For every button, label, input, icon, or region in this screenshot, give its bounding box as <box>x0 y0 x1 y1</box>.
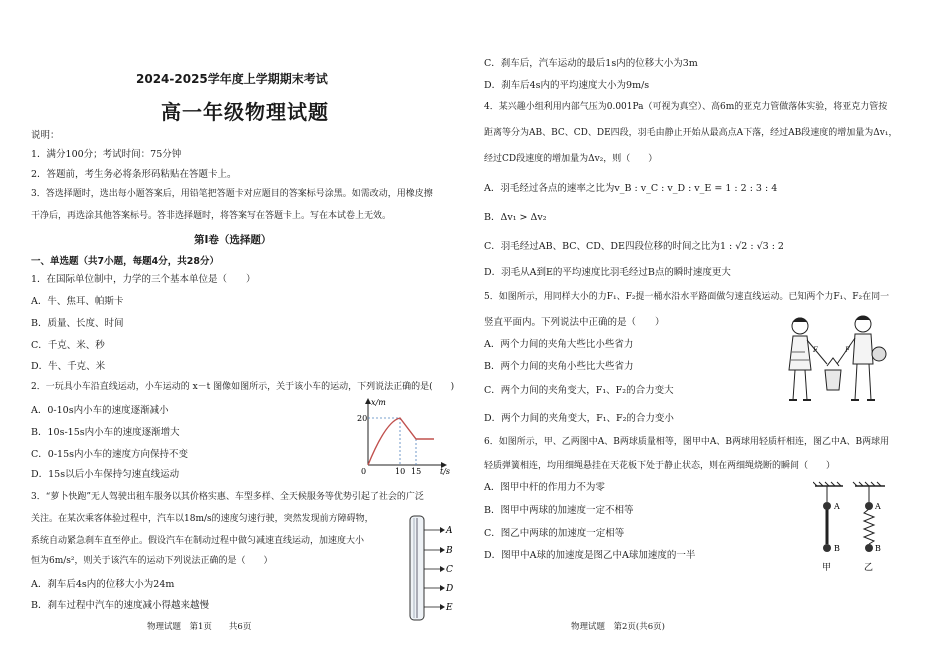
question-3-line: 关注。在某次乘客体验过程中，汽车以18m/s的速度匀速行驶，突然发现前方障碍物， <box>31 514 374 524</box>
question-6-option-b: B．图甲中两球的加速度一定不相等 <box>484 505 634 516</box>
note-line: 3．答选择题时，选出每小题答案后，用铅笔把答题卡对应题目的答案标号涂黑。如需改动，用橡皮擦 <box>31 189 433 199</box>
question-5-option-d: D．两个力间的夹角变大，F₁、F₂的合力变小 <box>484 413 674 424</box>
y-tick-20: 20 <box>357 414 368 423</box>
svg-text:F: F <box>813 346 818 354</box>
question-1-option-a: A．牛、焦耳、帕斯卡 <box>31 296 124 307</box>
question-4-line: 距离等分为AB、BC、CD、DE四段，羽毛由静止开始从最高点A下落，经过AB段速度的增加量为Δv₁， <box>484 128 898 138</box>
question-5-option-a: A．两个力间的夹角大些比小些省力 <box>484 339 634 350</box>
question-2-option-d: D．15s以后小车保持匀速直线运动 <box>31 469 180 480</box>
ball-suspension-figure <box>813 478 893 578</box>
question-4-line: 经过CD段速度的增加量为Δv₂，则（ ） <box>484 154 658 164</box>
yi-label-a: A <box>875 502 881 511</box>
question-6-option-d: D．图甲中A球的加速度是图乙中A球加速度的一半 <box>484 550 696 561</box>
tube-label-d: D <box>446 584 454 594</box>
page-2-footer: 物理试题 第2页(共6页) <box>571 622 665 632</box>
question-1-stem: 1．在国际单位制中，力学的三个基本单位是（ ） <box>31 274 256 285</box>
origin-label: 0 <box>361 467 367 475</box>
notes-heading: 说明： <box>31 130 60 141</box>
question-6-option-c: C．图乙中两球的加速度一定相等 <box>484 528 625 539</box>
section-title: 一、单选题（共7小题，每题4分，共28分） <box>31 256 219 267</box>
x-tick-10: 10 <box>395 467 406 475</box>
note-line: 干净后，再选涂其他答案标号。答非选择题时，将答案写在答题卡上。写在本试卷上无效。 <box>31 211 392 221</box>
question-4-line: 4．某兴趣小组利用内部气压为0.001Pa（可视为真空）、高6m的亚克力管做落体实验，将亚克力管按 <box>484 102 888 112</box>
x-axis-label: t/s <box>440 467 451 475</box>
jia-ball-b <box>823 544 831 552</box>
acrylic-tube-figure <box>400 512 460 624</box>
question-2-option-c: C．0-15s内小车的速度方向保持不变 <box>31 449 188 460</box>
question-3-line: 恒为6m/s²，则关于该汽车的运动下列说法正确的是（ ） <box>31 556 273 566</box>
question-5-line: 5．如图所示，用同样大小的力F₁、F₂提一桶水沿水平路面做匀速直线运动。已知两个力F₁、F₂在同一 <box>484 292 890 302</box>
exam-year-title: 2024-2025学年度上学期期末考试 <box>136 72 328 86</box>
question-3-option-b: B．刹车过程中汽车的速度减小得越来越慢 <box>31 600 209 611</box>
x-tick-15: 15 <box>411 467 422 475</box>
note-line: 2．答题前，考生务必将条形码粘贴在答题卡上。 <box>31 169 237 180</box>
main-title: 高一年级物理试题 <box>161 100 329 124</box>
question-3-option-a: A．刹车后4s内的位移大小为24m <box>31 579 175 590</box>
question-6-line: 6．如图所示，甲、乙两图中A、B两球质量相等，图甲中A、B两球用轻质杆相连，图乙中A、B两球用 <box>484 437 890 447</box>
question-3-option-d: D．刹车后4s内的平均速度大小为9m/s <box>484 80 650 91</box>
question-1-option-c: C．千克、米、秒 <box>31 340 105 351</box>
yi-label-b: B <box>875 544 881 553</box>
svg-text:F: F <box>845 346 850 354</box>
jia-label-a: A <box>834 502 840 511</box>
question-4-option-d: D．羽毛从A到E的平均速度比羽毛经过B点的瞬时速度更大 <box>484 267 731 278</box>
jia-caption: 甲 <box>822 563 832 573</box>
question-2-stem: 2．一玩具小车沿直线运动，小车运动的 x－t 图像如图所示，关于该小车的运动，下列说法正确的是( ) <box>31 382 455 392</box>
volume-title: 第Ⅰ卷（选择题） <box>194 234 272 246</box>
question-5-line: 竖直平面内。下列说法中正确的是（ ） <box>484 317 665 328</box>
yi-caption: 乙 <box>864 563 874 573</box>
jia-label-b: B <box>834 544 840 553</box>
jia-ball-a <box>823 502 831 510</box>
tube-label-b: B <box>446 546 453 556</box>
question-3-line: 3．“萝卜快跑”无人驾驶出租车服务以其价格实惠、车型多样、全天候服务等优势引起了社会的广泛 <box>31 492 424 502</box>
yi-ball-b <box>865 544 873 552</box>
question-5-option-c: C．两个力间的夹角变大，F₁、F₂的合力变大 <box>484 385 674 396</box>
children-carrying-bucket-figure <box>775 312 895 412</box>
tube-label-c: C <box>446 565 453 575</box>
question-5-option-b: B．两个力间的夹角小些比大些省力 <box>484 361 634 372</box>
y-axis-label: x/m <box>371 398 386 407</box>
yi-ball-a <box>865 502 873 510</box>
question-2-option-b: B．10s-15s内小车的速度逐渐增大 <box>31 427 180 438</box>
page-2 <box>475 0 950 671</box>
question-3-line: 系统自动紧急刹车直至停止。假设汽车在制动过程中做匀减速直线运动，加速度大小 <box>31 536 365 546</box>
question-6-option-a: A．图甲中杆的作用力不为零 <box>484 482 605 493</box>
tube-label-e: E <box>446 603 453 613</box>
page-1-footer: 物理试题 第1页 共6页 <box>147 622 252 632</box>
question-4-option-b: B．Δv₁ > Δv₂ <box>484 212 547 223</box>
tube-label-a: A <box>446 526 453 536</box>
x-t-curve <box>368 418 434 465</box>
question-4-option-a: A．羽毛经过各点的速率之比为v_B : v_C : v_D : v_E = 1 : 2 : 3 : 4 <box>484 183 778 194</box>
question-3-option-c: C．刹车后，汽车运动的最后1s内的位移大小为3m <box>484 58 698 69</box>
x-t-graph <box>348 395 458 475</box>
question-1-option-d: D．牛、千克、米 <box>31 361 106 372</box>
question-4-option-c: C．羽毛经过AB、BC、CD、DE四段位移的时间之比为1 : √2 : √3 : 2 <box>484 241 784 252</box>
question-2-option-a: A．0-10s内小车的速度逐渐减小 <box>31 405 169 416</box>
note-line: 1．满分100分；考试时间：75分钟 <box>31 149 182 160</box>
tube-markers <box>424 527 445 610</box>
question-6-line: 轻质弹簧相连，均用细绳悬挂在天花板下处于静止状态，则在两细绳烧断的瞬间（ ） <box>484 461 836 471</box>
question-1-option-b: B．质量、长度、时间 <box>31 318 124 329</box>
